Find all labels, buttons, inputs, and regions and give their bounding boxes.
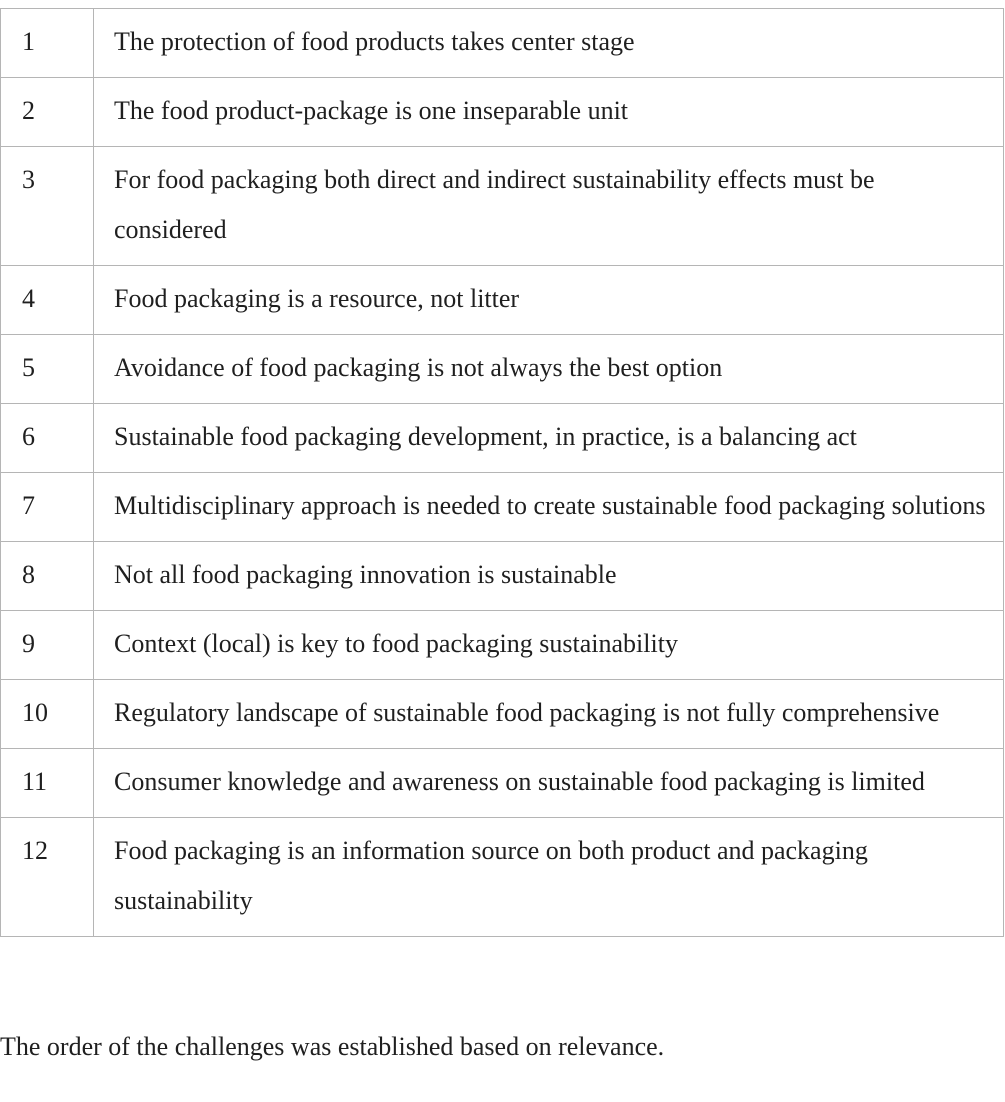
table-row — [1, 680, 1004, 749]
challenge-number: 12 — [1, 818, 94, 937]
challenge-text: For food packaging both direct and indirect sustainability effects must be considered — [94, 147, 1004, 266]
challenge-number: 2 — [1, 78, 94, 147]
table-row — [1, 266, 1004, 335]
challenge-number: 6 — [1, 404, 94, 473]
table-row — [1, 9, 1004, 78]
challenges-table — [0, 8, 1004, 937]
challenge-number: 1 — [1, 9, 94, 78]
challenge-text: Food packaging is a resource, not litter — [94, 266, 1004, 335]
challenge-text: Multidisciplinary approach is needed to create sustainable food packaging solutions — [94, 473, 1004, 542]
challenge-number: 4 — [1, 266, 94, 335]
challenge-text: Sustainable food packaging development, in practice, is a balancing act — [94, 404, 1004, 473]
table-row — [1, 818, 1004, 937]
table-row — [1, 611, 1004, 680]
challenges-table-body — [1, 9, 1004, 937]
challenge-number: 3 — [1, 147, 94, 266]
table-row — [1, 542, 1004, 611]
challenge-text: Consumer knowledge and awareness on sustainable food packaging is limited — [94, 749, 1004, 818]
table-row — [1, 147, 1004, 266]
table-row — [1, 335, 1004, 404]
challenge-text: Avoidance of food packaging is not always the best option — [94, 335, 1004, 404]
table-row — [1, 78, 1004, 147]
challenge-text: The food product-package is one inseparable unit — [94, 78, 1004, 147]
challenge-number: 10 — [1, 680, 94, 749]
challenge-text: Not all food packaging innovation is sustainable — [94, 542, 1004, 611]
challenge-number: 9 — [1, 611, 94, 680]
challenge-text: Context (local) is key to food packaging sustainability — [94, 611, 1004, 680]
challenge-number: 7 — [1, 473, 94, 542]
challenge-text: The protection of food products takes center stage — [94, 9, 1004, 78]
table-footnote: The order of the challenges was established based on relevance. — [0, 1032, 665, 1061]
table-row — [1, 473, 1004, 542]
challenge-text: Food packaging is an information source on both product and packaging sustainability — [94, 818, 1004, 937]
challenge-number: 8 — [1, 542, 94, 611]
challenge-text: Regulatory landscape of sustainable food packaging is not fully comprehensive — [94, 680, 1004, 749]
table-row — [1, 749, 1004, 818]
table-row — [1, 404, 1004, 473]
challenge-number: 11 — [1, 749, 94, 818]
challenge-number: 5 — [1, 335, 94, 404]
